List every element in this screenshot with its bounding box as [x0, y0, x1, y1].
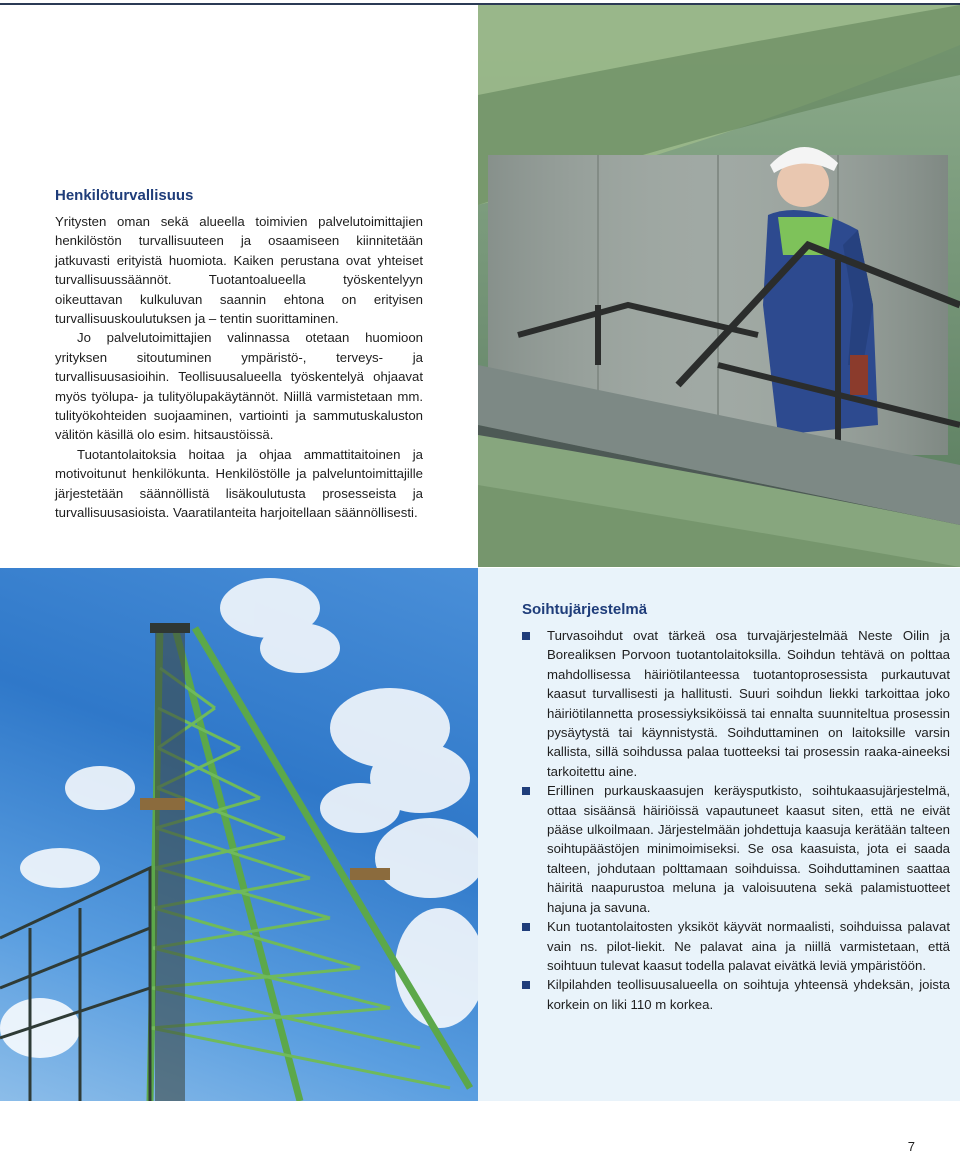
left-structure	[0, 868, 150, 1101]
personnel-safety-heading: Henkilöturvallisuus	[55, 187, 194, 204]
personnel-safety-section	[55, 187, 423, 523]
bullet-text: Erillinen purkauskaasujen keräysputkisto, soihtukaasujärjestelmä, ottaa sisäänsä häiriöissä vapautuneet kaasut siten, että ne eivät pääse ulkoilmaan. Järjestelmään johdettuja kaasuja kerätään talteen soihtupäästöjen minimoimiseksi. Se osa kaasuista, jota ei saada talteen, johdutaan polttamaan soihduissa. Soihduttaminen saattaa häiritä naapurustoa meluna ja valoisuutena sekä palamistuotteet hajuna ja savuna.	[547, 783, 950, 915]
flare-system-list	[522, 626, 950, 1014]
bullet-text: Kilpilahden teollisuusalueella on soihtuja yhteensä yhdeksän, joista korkein on liki 110 m korkea.	[547, 977, 950, 1012]
square-bullet-icon	[522, 787, 530, 795]
personnel-paragraph-3: Tuotantolaitoksia hoitaa ja ohjaa ammattitaitoinen ja motivoitunut henkilökunta. Henkilöstölle ja palveluntoimittajille järjestetään säännöllistä lisäkoulutusta prosesseista ja turvallisuusasioista. Vaaratilanteita harjoitellaan säännöllisesti.	[55, 446, 423, 521]
personnel-paragraph-1: Yritysten oman sekä alueella toimivien palvelutoimittajien henkilöstön turvallisuuteen ja osaamiseen kiinnitetään jatkuvasti erityistä huomiota. Kaiken perustana ovat yhteiset turvallisuussäännöt. Tuotantoalueella työskentelyyn oikeuttavan kulkuluvan saannin ehtona on erityisen turvallisuuskoulutuksen ja – tentin suorittaminen.	[55, 214, 423, 327]
flare-tower-photo	[0, 568, 478, 1101]
worker-platform-photo	[478, 5, 960, 567]
list-item	[522, 626, 950, 781]
flare-tower-illustration	[0, 568, 478, 1101]
square-bullet-icon	[522, 632, 530, 640]
flare-system-panel	[478, 568, 960, 1101]
bullet-text: Turvasoihdut ovat tärkeä osa turvajärjestelmää Neste Oilin ja Borealiksen Porvoon tuotantolaitoksilla. Soihdun tehtävä on polttaa mahdollisessa häiriötilanteessa tuotantoprosessista purkautuvat kaasut turvallisesti ja hallitusti. Suuri soihdun liekki tarkoittaa joko häiriötilannetta prosessiyksiköissä tai ennalta suunniteltua prosessin pysäytystä tai käynnistystä. Soihduttaminen on laitoksille varsin kallista, sillä soihdussa palaa tuotteeksi tai prosessin raaka-aineeksi tarkoitettu aine.	[547, 628, 950, 779]
flare-system-heading: Soihtujärjestelmä	[522, 601, 648, 618]
square-bullet-icon	[522, 923, 530, 931]
list-item	[522, 781, 950, 917]
list-item	[522, 975, 950, 1014]
flare-system-content	[522, 601, 950, 1014]
list-item	[522, 917, 950, 975]
bullet-text: Kun tuotantolaitosten yksiköt käyvät normaalisti, soihduissa palavat vain ns. pilot-liekit. Ne palavat aina ja niillä varmistetaan, että soihtuun tulevat kaasut todella palavat eivätkä leviä ympäristöön.	[547, 919, 950, 973]
personnel-paragraph-2: Jo palvelutoimittajien valinnassa otetaan huomioon yrityksen sitoutuminen ympäristö-, terveys- ja turvallisuusasioihin. Teollisuusalueella työskentelyä ohjaavat myös työlupa- ja tulityölupakäytännöt. Niillä varmistetaan mm. tulityökohteiden suojaaminen, vartiointi ja sammutuskaluston välitön käsillä olo esim. hitsaustöissä.	[55, 330, 423, 443]
page-number: 7	[907, 1139, 915, 1154]
worker-platform-illustration	[478, 5, 960, 567]
square-bullet-icon	[522, 981, 530, 989]
